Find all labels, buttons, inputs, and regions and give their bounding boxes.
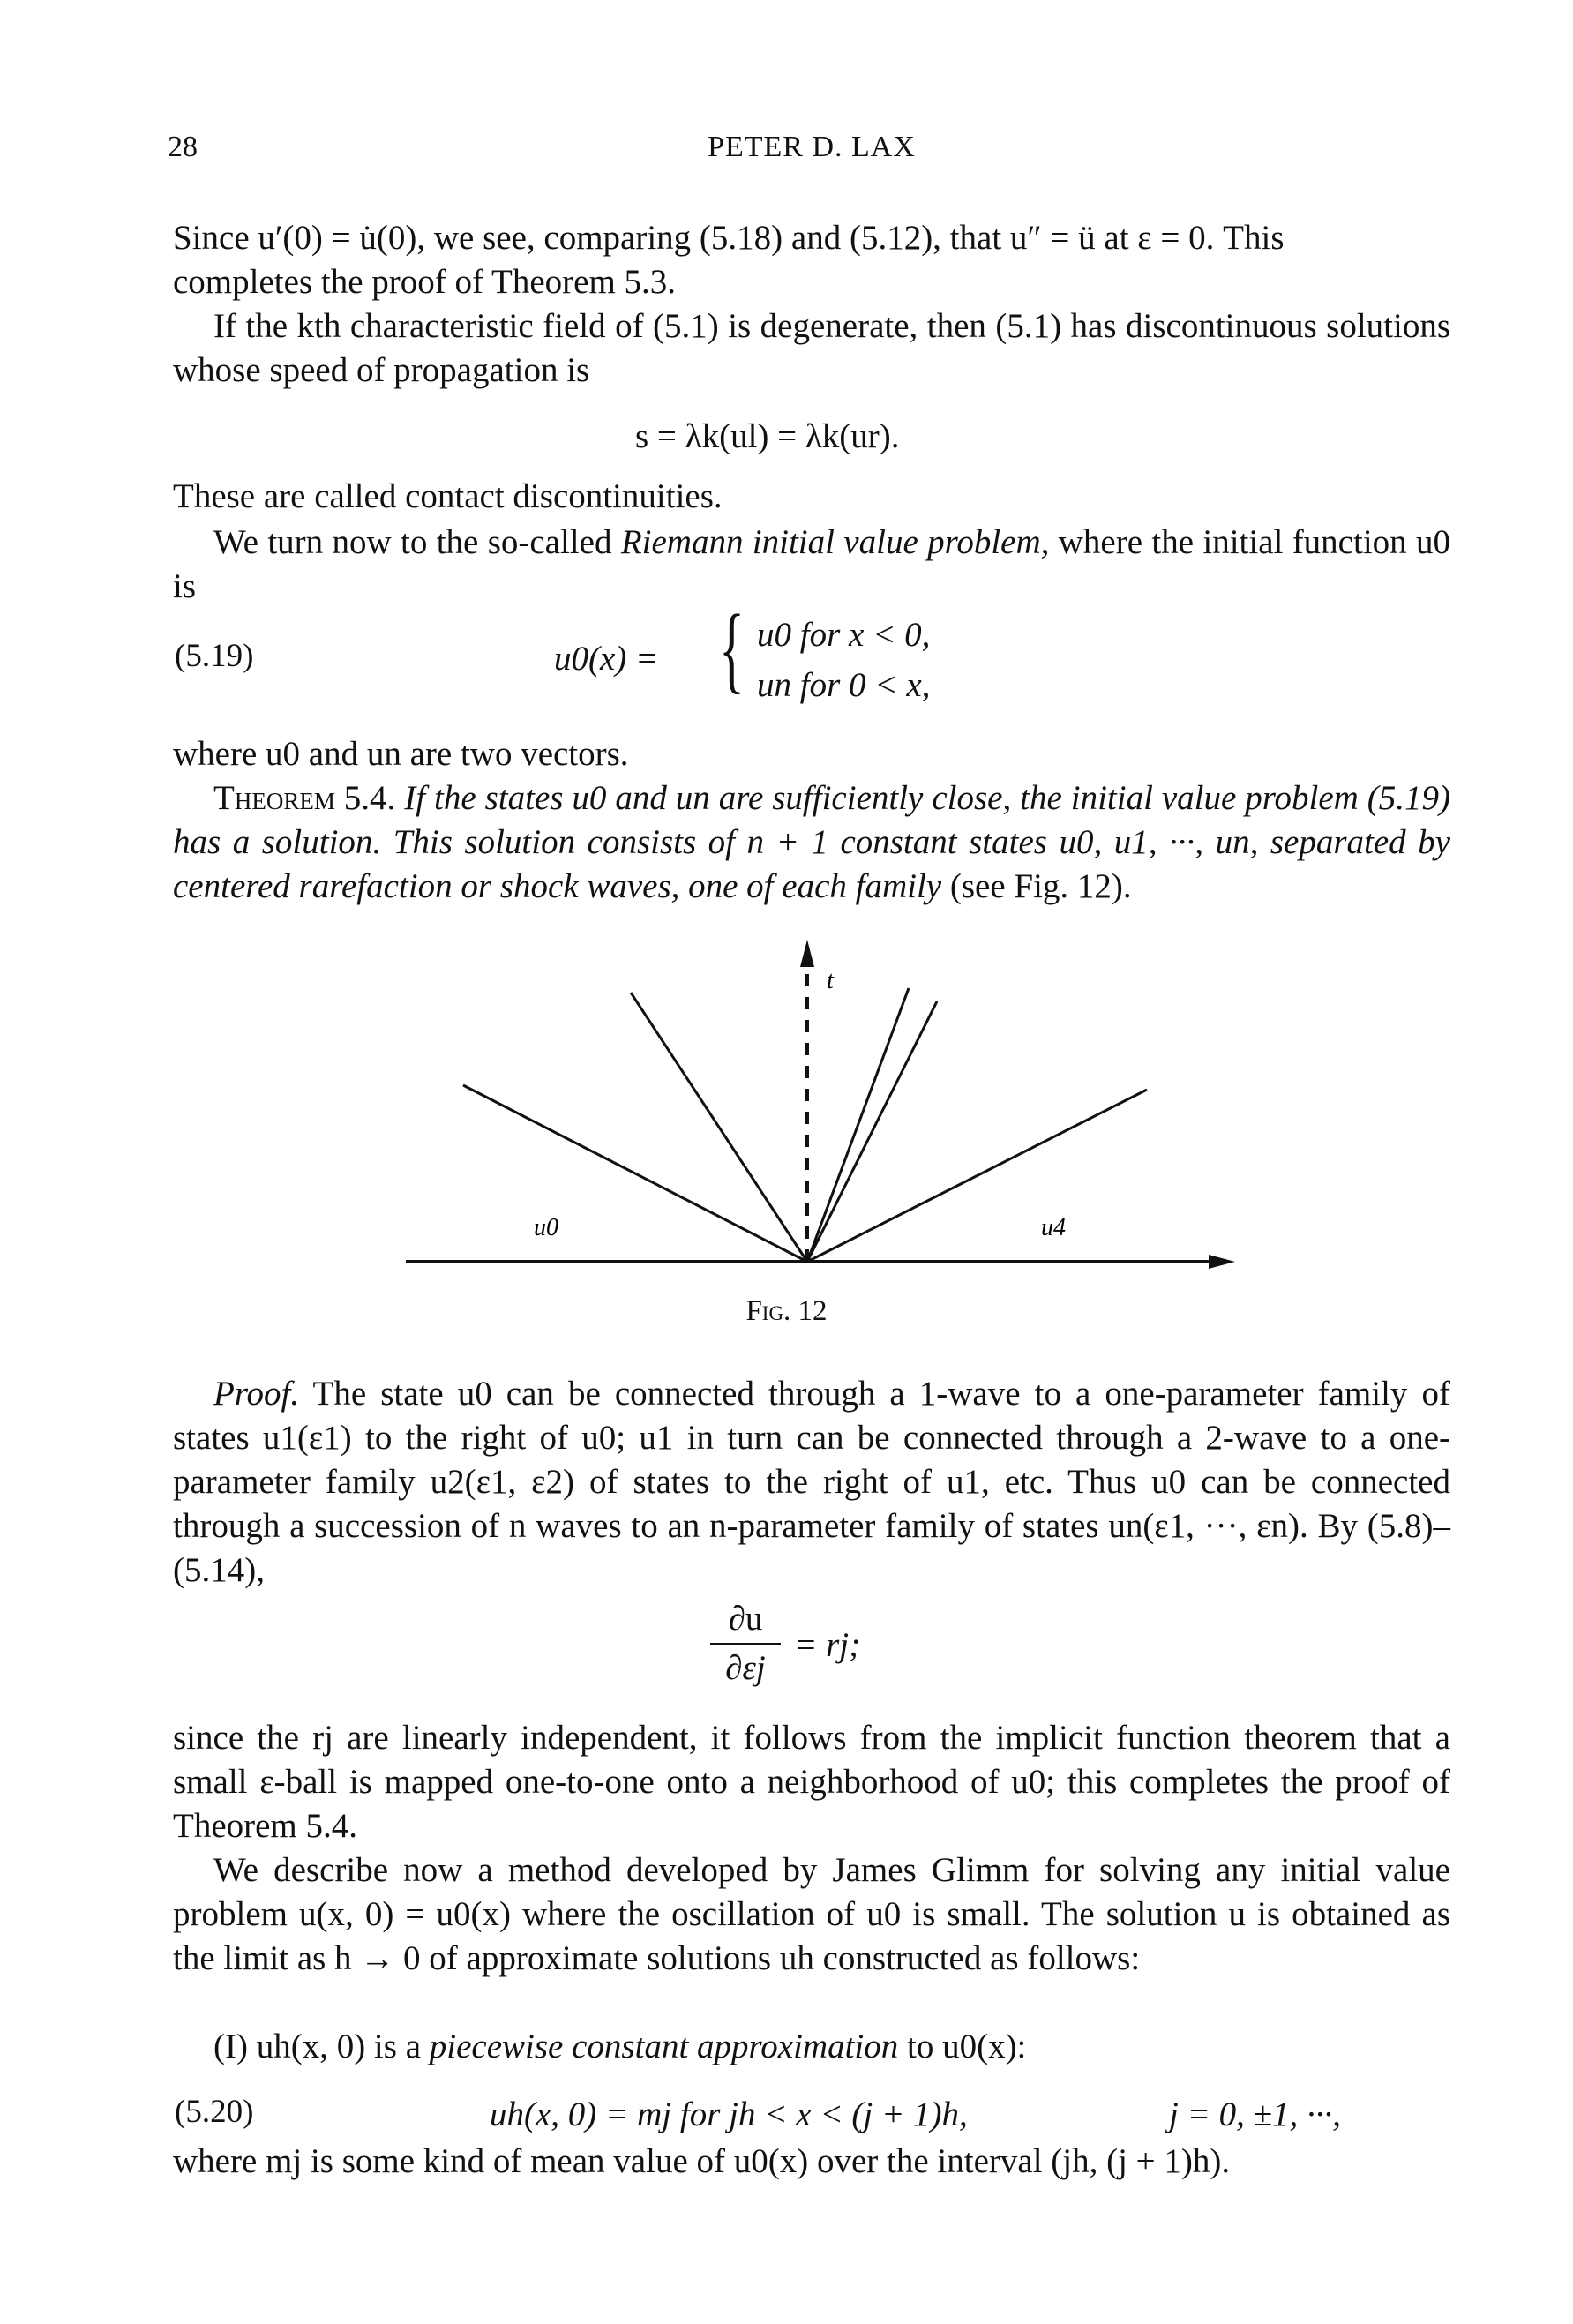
equation-5-19-case-2: un for 0 < x, xyxy=(757,666,931,704)
riemann-text-a: We turn now to the so-called xyxy=(213,523,621,561)
paragraph-degenerate-field: If the kth characteristic field of (5.1) is degenerate, then (5.1) has discontinuous solutions whose speed of propagation is xyxy=(173,307,1450,389)
paragraph-contact-discontinuities: These are called contact discontinuities. xyxy=(173,477,723,515)
paragraph-two-vectors: where u0 and un are two vectors. xyxy=(173,735,629,773)
wave-3-right xyxy=(807,1001,937,1262)
step-1-text-a: (I) uh(x, 0) is a xyxy=(213,2028,430,2065)
wave-1 xyxy=(463,1085,807,1262)
wave-fan-diagram xyxy=(388,935,1235,1315)
equation-number-5-19: (5.19) xyxy=(175,638,254,674)
paragraph-glimm-method: We describe now a method developed by James Glimm for solving any initial value problem u(x, 0) = u0(x) where the oscillation of u0 is small. The solution u is obtained as the limit as h → 0 of approximate solutions uh constructed as follows: xyxy=(173,1851,1450,1977)
left-state-label: u0 xyxy=(534,1214,558,1241)
equation-number-5-20: (5.20) xyxy=(175,2094,254,2130)
figure-12 xyxy=(388,935,1235,1315)
paragraph-proof-end-line-2: completes the proof of Theorem 5.3. xyxy=(173,263,677,301)
paragraph-step-1 xyxy=(173,2025,1450,2069)
equation-5-19-lhs: u0(x) = xyxy=(554,640,659,678)
equation-5-20-body: uh(x, 0) = mj for jh < x < (j + 1)h, xyxy=(490,2095,968,2133)
paragraph-proof xyxy=(173,1372,1450,1593)
step-1-emphasis: piecewise constant approximation xyxy=(429,2028,899,2065)
theorem-label: Theorem 5.4. xyxy=(213,779,396,817)
paragraph-mean-value: where mj is some kind of mean value of u0(x) over the interval (jh, (j + 1)h). xyxy=(173,2142,1231,2180)
page-number: 28 xyxy=(168,131,198,163)
equation-5-19-case-1: u0 for x < 0, xyxy=(757,616,931,654)
running-head: PETER D. LAX xyxy=(708,131,916,163)
fraction-bar xyxy=(710,1643,781,1645)
fraction-denominator: ∂εj xyxy=(725,1649,766,1687)
figure-caption-text: Fig. 12 xyxy=(745,1295,828,1327)
proof-label: Proof. xyxy=(213,1375,300,1413)
fraction-numerator: ∂u xyxy=(728,1600,763,1638)
page-header xyxy=(168,131,1456,175)
theorem-statement: If the states u0 and un are sufficiently close, the initial value problem (5.19) has a solution. This solution consists of n + 1 constant states u0, u1, ···, un, separated by centered rarefaction or shock waves, one of each family xyxy=(173,779,1451,905)
figure-caption xyxy=(0,1295,1573,1328)
equation-5-20-index-range: j = 0, ±1, ···, xyxy=(1169,2095,1342,2133)
t-axis-label: t xyxy=(827,967,834,994)
step-1-text-c: to u0(x): xyxy=(898,2028,1027,2065)
wave-2 xyxy=(631,993,807,1262)
left-brace: { xyxy=(719,595,745,702)
fraction-rhs: = rj; xyxy=(794,1626,861,1664)
proof-text: The state u0 can be connected through a 1-wave to a one-parameter family of states u1(ε1) to the right of u0; u1 in turn can be connected through a 2-wave to a one-parameter family u2(ε1, ε2) of states to the right of u1, etc. Thus u0 can be connected through a succession of n waves to an n-parameter family of states un(ε1, ···, εn). By (5.8)–(5.14), xyxy=(173,1375,1450,1589)
equation-contact-speed: s = λk(ul) = λk(ur). xyxy=(635,417,900,455)
t-axis-arrowhead xyxy=(800,940,814,967)
wave-4 xyxy=(807,1090,1147,1262)
paragraph-riemann-problem xyxy=(173,521,1450,609)
paragraph-proof-end xyxy=(173,216,1450,304)
theorem-figure-ref: (see Fig. 12). xyxy=(941,867,1132,905)
paragraph-proof-end-line-1: Since u′(0) = u̇(0), we see, comparing (5.18) and (5.12), that u″ = ü at ε = 0. This xyxy=(173,219,1285,257)
riemann-term: Riemann initial value problem, xyxy=(620,523,1050,561)
riemann-text-c: where the initial function u0 is xyxy=(173,523,1451,605)
x-axis-arrowhead xyxy=(1209,1255,1235,1269)
right-state-label: u4 xyxy=(1041,1214,1066,1241)
theorem-5-4 xyxy=(173,776,1450,909)
wave-3-left xyxy=(807,988,909,1262)
paragraph-linearly-independent: since the rj are linearly independent, it follows from the implicit function theorem that a small ε-ball is mapped one-to-one onto a neighborhood of u0; this completes the proof of Theorem 5.4. xyxy=(173,1719,1450,1845)
